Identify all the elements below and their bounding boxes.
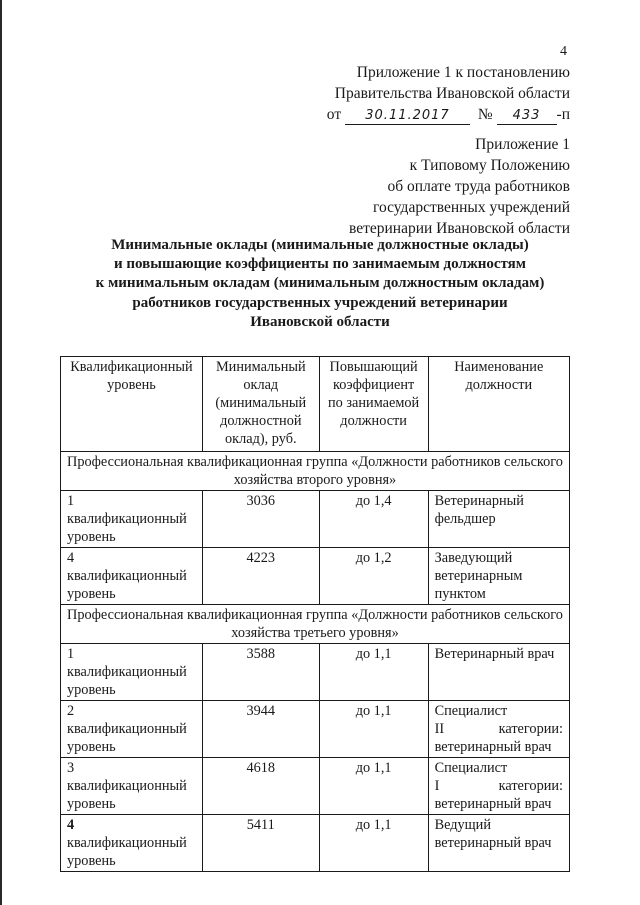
level-number: 4 — [67, 550, 75, 566]
appendix-line-1: Приложение 1 к постановлению — [356, 64, 570, 81]
level-cell — [61, 548, 203, 605]
position-cell — [428, 758, 569, 815]
table-row — [61, 758, 570, 815]
number-label: № — [477, 106, 493, 123]
level-cell — [61, 758, 203, 815]
level-word: квалификационный уровень — [67, 835, 187, 869]
category-word: категории: — [498, 721, 563, 737]
coefficient-cell: до 1,2 — [319, 548, 428, 605]
level-cell — [61, 644, 203, 701]
header-level: Квалификационный уровень — [61, 357, 203, 452]
position-cell: Ветеринарный фельдшер — [428, 491, 569, 548]
level-number: 1 — [67, 646, 75, 662]
coefficient-cell: до 1,1 — [319, 758, 428, 815]
category-roman: I — [434, 778, 440, 794]
appendix-date-number-line — [327, 104, 570, 125]
salary-cell: 5411 — [202, 815, 319, 872]
header-salary: Минимальный оклад (минимальный должностной оклад), руб. — [202, 357, 319, 452]
salary-cell: 3588 — [202, 644, 319, 701]
from-label: от — [326, 106, 342, 123]
appendix2-line-5: ветеринарии Ивановской области — [348, 220, 570, 237]
appendix-line-2: Правительства Ивановской области — [334, 85, 570, 102]
position-cell: Заведующий ветеринарным пунктом — [428, 548, 569, 605]
group-title: Профессиональная квалификационная группа «Должности работников сельского хозяйства третьего уровня» — [61, 605, 570, 644]
document-title — [60, 236, 580, 332]
position-line: ветеринарный врач — [434, 739, 552, 755]
level-cell — [61, 491, 203, 548]
salary-cell: 3036 — [202, 491, 319, 548]
coefficient-cell: до 1,4 — [319, 491, 428, 548]
salary-cell: 4223 — [202, 548, 319, 605]
position-cell: Ведущий ветеринарный врач — [428, 815, 569, 872]
level-word: квалификационный уровень — [67, 664, 187, 698]
salary-table — [60, 356, 570, 872]
coefficient-cell: до 1,1 — [319, 701, 428, 758]
handwritten-number: 433 — [497, 108, 557, 125]
title-line: к минимальным окладам (минимальным должностным окладам) — [95, 275, 545, 292]
table-row — [61, 815, 570, 872]
position-line: Специалист — [434, 703, 508, 719]
level-word: квалификационный уровень — [67, 721, 187, 755]
coefficient-cell: до 1,1 — [319, 815, 428, 872]
appendix2-line-3: об оплате труда работников — [387, 178, 570, 195]
appendix2-line-2: к Типовому Положению — [409, 157, 570, 174]
title-line: Минимальные оклады (минимальные должностные оклады) — [111, 237, 529, 253]
level-number: 1 — [67, 493, 75, 509]
title-line: и повышающие коэффициенты по занимаемым должностям — [113, 256, 526, 273]
position-line: Специалист — [434, 760, 508, 776]
table-header-row — [61, 357, 570, 452]
scan-edge-line — [0, 0, 2, 905]
page-number: 4 — [560, 44, 567, 59]
appendix2-line-1: Приложение 1 — [475, 136, 570, 153]
group-row-third-level — [61, 605, 570, 644]
title-line: Ивановской области — [250, 313, 390, 330]
level-word: квалификационный уровень — [67, 568, 187, 602]
header-position: Наименование должности — [428, 357, 569, 452]
handwritten-date: 30.11.2017 — [345, 108, 470, 125]
appendix2-line-4: государственных учреждений — [373, 199, 570, 216]
table-row — [61, 701, 570, 758]
position-line — [435, 777, 563, 795]
table-row — [61, 548, 570, 605]
position-cell: Ветеринарный врач — [428, 644, 569, 701]
header-coefficient: Повышающий коэффициент по занимаемой должности — [319, 357, 428, 452]
position-cell — [428, 701, 569, 758]
level-cell — [61, 815, 203, 872]
level-number: 3 — [67, 760, 75, 776]
group-row-second-level — [61, 452, 570, 491]
title-line: работников государственных учреждений ветеринарии — [132, 294, 508, 311]
salary-cell: 3944 — [202, 701, 319, 758]
salary-cell: 4618 — [202, 758, 319, 815]
level-number: 4 — [67, 817, 75, 833]
number-suffix: -п — [556, 106, 570, 123]
level-number: 2 — [67, 703, 75, 719]
level-word: квалификационный уровень — [67, 511, 187, 545]
table-row — [61, 491, 570, 548]
table-row — [61, 644, 570, 701]
coefficient-cell: до 1,1 — [319, 644, 428, 701]
level-word: квалификационный уровень — [67, 778, 187, 812]
group-title: Профессиональная квалификационная группа «Должности работников сельского хозяйства второго уровня» — [61, 452, 570, 491]
category-roman: II — [434, 721, 445, 737]
position-line — [435, 720, 563, 738]
level-cell — [61, 701, 203, 758]
category-word: категории: — [498, 778, 563, 794]
position-line: ветеринарный врач — [434, 796, 552, 812]
